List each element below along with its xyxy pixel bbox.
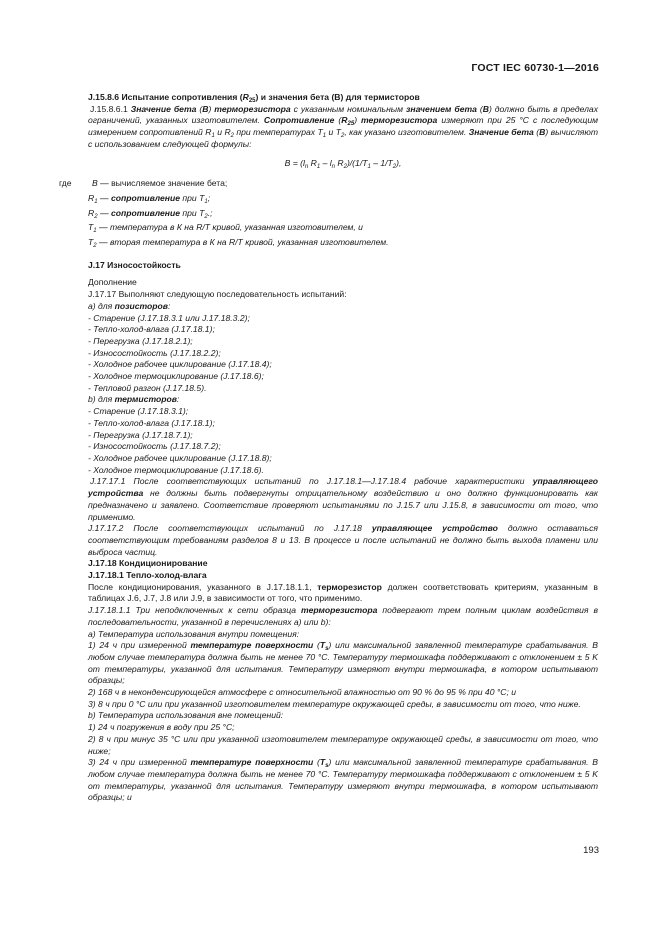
definition-r2: $R_2$ — сопротивление при $T_2$.;	[88, 207, 213, 220]
document-body	[59, 92, 599, 804]
outdoor-item-1: 1) 24 ч погружения в воду при 25 °С;	[88, 722, 235, 733]
list-a-heading: a) для позисторов:	[88, 300, 171, 311]
indoor-item-2: 2) 168 ч в неконденсирующейся атмосфере с относительной влажностью от 90 % до 95 % при 40 °С; и	[88, 687, 517, 698]
list-item: - Тепловой разгон (J.17.18.5).	[88, 382, 207, 393]
page-number: 193	[583, 845, 599, 856]
section-heading-j17: J.17 Износостойкость	[88, 259, 181, 270]
definition-b: B — вычисляемое значение бета;	[92, 178, 228, 189]
page-header-standard: ГОСТ IEC 60730-1—2016	[471, 62, 599, 74]
list-item: - Износостойкость (J.17.18.2.2);	[88, 347, 221, 358]
list-item: - Тепло-холод-влага (J.17.18.1);	[88, 324, 215, 335]
list-item: - Холодное термоциклирование (J.17.18.6);	[88, 371, 264, 382]
outdoor-heading: b) Температура использования вне помещений:	[88, 710, 284, 721]
paragraph-j17-17-2: J.17.17.2 После соответствующих испытаний по J.17.18 управляющее устройство должно оставаться соответствующим требованиям разделов 8 и 13. В процессе и после испытаний не должно быть выхода пламени или выброса частиц.	[88, 523, 598, 557]
list-item: - Тепло-холод-влага (J.17.18.1);	[88, 417, 215, 428]
list-item: - Старение (J.17.18.3.1 или J.17.18.3.2);	[88, 312, 250, 323]
list-item: - Холодное термоциклирование (J.17.18.6).	[88, 464, 264, 475]
definition-r1: $R_1$ — сопротивление при $T_1$;	[88, 192, 211, 205]
indoor-item-1: 1) 24 ч при измеренной температуре поверхности $(T_s)$ или максимальной заявленной температуре срабатывания. В любом случае температура должна быть не менее 70 °С. Температуру термошкафа поддерживают с отклонением ± 5 K от температуры, указанной для испытания. Температуру измеряют внутри термошкафа, в котором испытывают образцы;	[88, 640, 598, 686]
definition-t2: $T_2$ — вторая температура в К на R/T кривой, указанная изготовителем.	[88, 237, 389, 250]
list-item: - Старение (J.17.18.3.1);	[88, 406, 189, 417]
beta-formula: $B = (l_n$ $R_1 - l_n$ $R_2)/(1/T_1 - 1/T_2)$,	[284, 157, 402, 170]
indoor-heading: a) Температура использования внутри помещения:	[88, 628, 300, 639]
definition-t1: $T_1$ — температура в К на R/T кривой, указанная изготовителем, и	[88, 222, 363, 235]
paragraph-j17-18-1-1: J.17.18.1.1 Три неподключенных к сети образца терморезистора подвергают трем полным циклам воздействия в последовательности, указанной в перечислениях a) или b):	[88, 605, 598, 627]
section-heading-j15-8-6: J.15.8.6 Испытание сопротивления $(R_{25})$ и значения бета (B) для термисторов	[88, 92, 420, 104]
list-item: - Перегрузка (J.17.18.2.1);	[88, 335, 193, 346]
paragraph-j17-18-1: После кондиционирования, указанного в J.17.18.1.1, терморезистор должен соответствовать критериям, указанным в таблицах J.6, J.7, J.8 или J.9, в зависимости от того, что применимо.	[88, 581, 598, 604]
list-item: - Износостойкость (J.17.18.7.2);	[88, 441, 221, 452]
list-b-thermistors	[88, 406, 598, 476]
list-item: - Холодное рабочее циклирование (J.17.18.4);	[88, 359, 272, 370]
list-a-positors	[88, 313, 598, 395]
outdoor-item-3: 3) 24 ч при измеренной температуре поверхности $(T_s)$ или максимальной заявленной температуре срабатывания. В любом случае температура должна быть не менее 70 °С. Температуру термошкафа поддерживают с отклонением ± 5 K от температуры, указанной для испытания. Температуру измеряют внутри термошкафа, в котором испытывают образцы; и	[88, 757, 598, 803]
list-b-heading: b) для термисторов:	[88, 394, 180, 405]
paragraph-j15-8-6-1: J.15.8.6.1 Значение бета (B) терморезистора с указанным номинальным значением бета (B) должно быть в пределах ограничений, указанных изготовителем. Сопротивление $(R_{25})$ терморезистора измеряют при 25 °С с последующим измерением сопротивлений $R_1$ и $R_2$ при температурах $T_1$ и $T_2$, как указано изготовителем. Значение бета (B) вычисляют с использованием следующей формулы:	[88, 103, 599, 149]
paragraph-j17-17-1: J.17.17.1 После соответствующих испытаний по J.17.18.1—J.17.18.4 рабочие характеристики управляющего устройства не должны быть подвергнуты отрицательному воздействию и оно должно функционировать как предназначено и заявлено. Соответствие проверяют испытаниями по J.15.7 или J.15.8, в зависимости от того, что применимо.	[88, 476, 598, 522]
outdoor-item-2: 2) 8 ч при минус 35 °С или при указанной изготовителем температуре окружающей среды, в зависимости от того, что ниже;	[88, 733, 598, 756]
section-heading-j17-18: J.17.18 Кондиционирование	[88, 558, 208, 569]
list-item: - Холодное рабочее циклирование (J.17.18.8);	[88, 452, 272, 463]
addition-label: Дополнение	[88, 277, 137, 288]
indoor-item-3: 3) 8 ч при 0 °С или при указанной изготовителем температуре окружающей среды, в зависимости от того, что ниже.	[88, 698, 581, 709]
paragraph-j17-17: J.17.17 Выполняют следующую последовательность испытаний:	[88, 289, 347, 300]
section-heading-j17-18-1: J.17.18.1 Тепло-холод-влага	[88, 570, 207, 581]
formula-definitions	[59, 178, 598, 250]
where-label: где	[59, 178, 72, 189]
list-item: - Перегрузка (J.17.18.7.1);	[88, 429, 193, 440]
